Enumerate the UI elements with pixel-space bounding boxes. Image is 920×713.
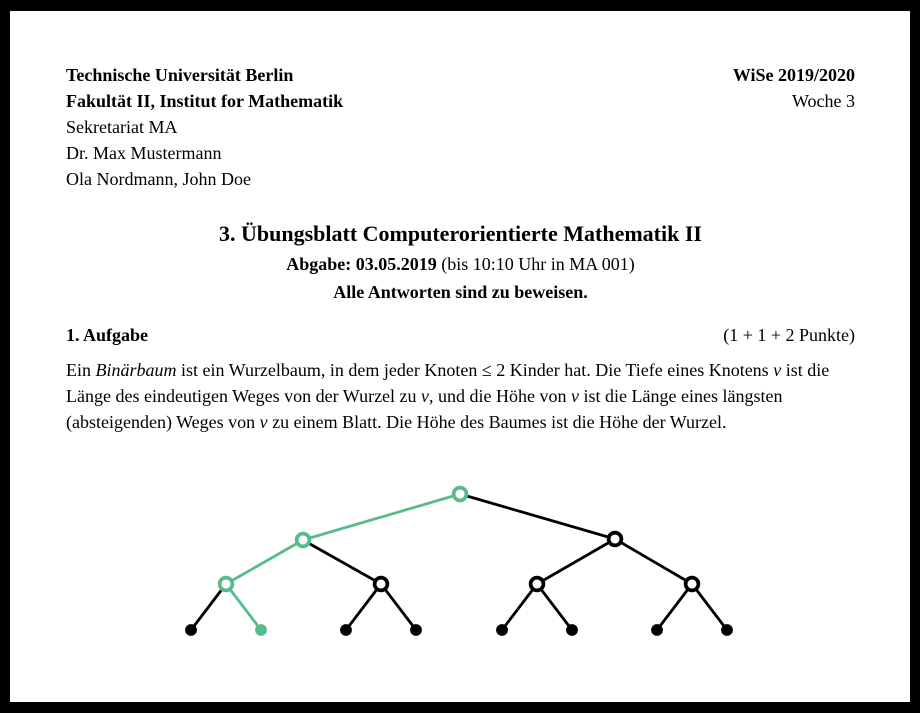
math-var-v: v — [421, 386, 430, 406]
document-header — [66, 62, 855, 192]
header-right-column — [733, 62, 855, 192]
paragraph-text: ist die Länge des eindeutigen Weges von der Wurzel zu — [66, 360, 830, 406]
deadline-line — [66, 251, 855, 277]
paragraph-text: ist ein Wurzelbaum, in dem jeder Knoten ≤ 2 Kinder hat. Die Tiefe eines Knotens — [176, 360, 774, 380]
document-page — [10, 11, 910, 702]
deadline-date: Abgabe: 03.05.2019 — [286, 254, 437, 274]
exercise-heading-row — [66, 322, 855, 348]
deadline-detail: (bis 10:10 Uhr in MA 001) — [436, 254, 635, 274]
paragraph-text: , und die Höhe von — [429, 386, 572, 406]
paragraph-text: zu einem Blatt. Die Höhe des Baumes ist die Höhe der Wurzel. — [267, 412, 727, 432]
proof-note: Alle Antworten sind zu beweisen. — [333, 282, 588, 302]
math-var-v: v — [571, 386, 580, 406]
faculty-name: Fakultät II, Institut for Mathematik — [66, 91, 344, 111]
exercise-paragraph — [66, 357, 858, 435]
math-var-v: v — [259, 412, 268, 432]
secretariat-line: Sekretariat MA — [66, 117, 178, 137]
math-var-v: v — [773, 360, 782, 380]
semester-line: WiSe 2019/2020 — [732, 65, 855, 85]
exercise-label: 1. Aufgabe — [66, 325, 149, 345]
exercise-points: (1 + 1 + 2 Punkte) — [723, 325, 855, 345]
paragraph-text: ist die Länge eines längsten (absteigenden) Weges von — [66, 386, 783, 432]
title-block — [66, 220, 855, 305]
lecturer-line: Dr. Max Mustermann — [66, 143, 222, 163]
week-line: Woche 3 — [791, 91, 855, 111]
paragraph-text: Ein — [66, 360, 96, 380]
assistants-line: Ola Nordmann, John Doe — [66, 169, 251, 189]
sheet-title: 3. Übungsblatt Computerorientierte Mathematik II — [219, 221, 702, 246]
institution-name: Technische Universität Berlin — [66, 65, 294, 85]
header-left-column — [66, 62, 343, 192]
term-binaerbaum: Binärbaum — [95, 360, 177, 380]
